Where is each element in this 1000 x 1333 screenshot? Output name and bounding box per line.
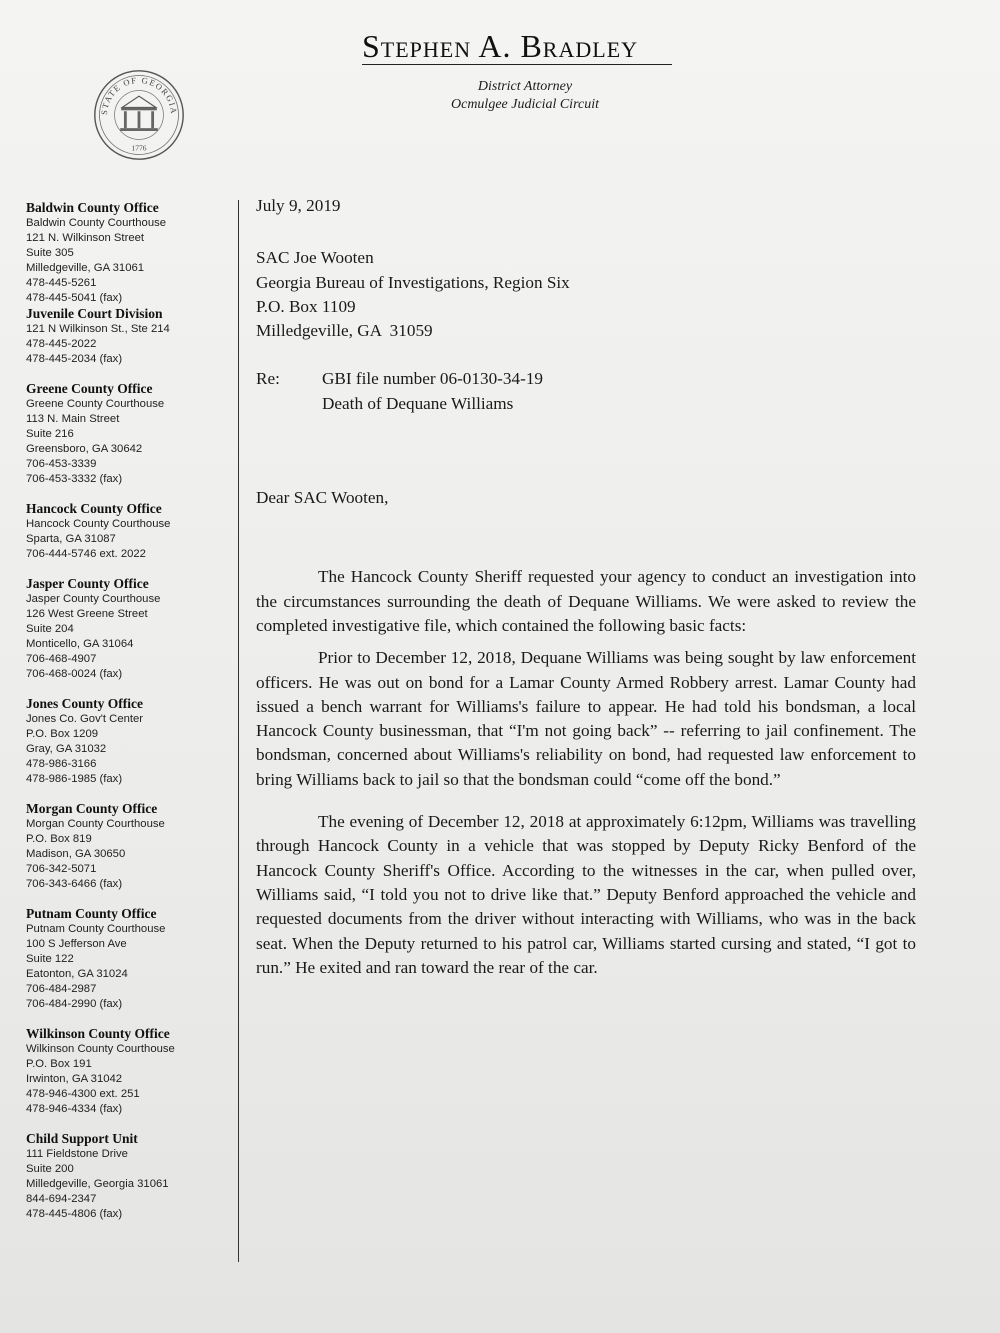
office-line: 478-445-2034 (fax) [26,353,123,365]
office-title: Baldwin County Office [26,200,159,215]
office-title: Wilkinson County Office [26,1026,170,1041]
office-block [26,306,231,367]
office-line: Jones Co. Gov't Center [26,713,144,725]
office-line: 706-342-5071 [26,863,97,875]
office-directory [26,200,231,1236]
seal-year: 1776 [131,143,147,153]
office-line: 706-343-6466 (fax) [26,878,123,890]
letterhead-subtitle [430,78,620,114]
re-label: Re: [256,369,280,389]
office-block [26,1131,231,1222]
office-title: Hancock County Office [26,501,162,516]
office-line: 706-468-0024 (fax) [26,668,123,680]
paragraph: The evening of December 12, 2018 at approximately 6:12pm, Williams was travelling through Hancock County in a vehicle that was stopped by Deputy Ricky Benford of the Hancock County Sheriff's Office. According to the witnesses in the car, when pulled over, Williams said, “I told you not to drive like that.” Deputy Benford approached the vehicle and requested documents from the driver without interacting with Williams, who was in the back seat. When the Deputy returned to his patrol car, Williams started cursing and stated, “I got to run.” He exited and ran toward the rear of the car. [256,812,916,977]
office-line: 478-445-5041 (fax) [26,292,123,304]
office-block [26,576,231,682]
office-line: Monticello, GA 31064 [26,638,134,650]
office-block [26,200,231,306]
paragraph: The Hancock County Sheriff requested your agency to conduct an investigation into the circumstances surrounding the death of Dequane Williams. We were asked to review the completed investigative file, which contained the following basic facts: [256,567,916,635]
office-line: Putnam County Courthouse [26,923,166,935]
office-line: 706-484-2990 (fax) [26,998,123,1010]
letter-date: July 9, 2019 [256,196,341,215]
office-line: 478-445-2022 [26,338,97,350]
office-line: Greensboro, GA 30642 [26,443,143,455]
letter-body [256,190,916,980]
office-line: Suite 204 [26,623,74,635]
office-line: P.O. Box 191 [26,1058,92,1070]
office-line: 706-484-2987 [26,983,97,995]
office-line: Jasper County Courthouse [26,593,161,605]
office-line: 478-986-3166 [26,758,97,770]
office-title: Greene County Office [26,381,153,396]
office-title: Child Support Unit [26,1131,138,1146]
office-line: 111 Fieldstone Drive [26,1148,128,1160]
office-line: Baldwin County Courthouse [26,217,167,229]
office-block [26,1026,231,1117]
office-line: P.O. Box 819 [26,833,92,845]
office-block [26,906,231,1012]
office-title: Juvenile Court Division [26,306,163,321]
office-title: Jasper County Office [26,576,149,591]
office-block [26,696,231,787]
subject-block [256,367,916,416]
office-line: 706-444-5746 ext. 2022 [26,548,146,560]
address-line: P.O. Box 1109 [256,296,356,316]
office-line: Suite 122 [26,953,74,965]
office-line: 113 N. Main Street [26,413,120,425]
state-seal-icon [92,68,186,162]
office-block [26,501,231,562]
office-line: 706-453-3339 [26,458,97,470]
office-title: Jones County Office [26,696,143,711]
office-line: Eatonton, GA 31024 [26,968,128,980]
divider-line [238,200,239,1262]
address-line: Milledgeville, GA 31059 [256,321,433,341]
office-line: Milledgeville, Georgia 31061 [26,1178,169,1190]
office-line: 121 N. Wilkinson Street [26,232,145,244]
office-block [26,381,231,487]
address-line: SAC Joe Wooten [256,248,374,268]
re-line: Death of Dequane Williams [322,393,514,413]
office-line: 478-986-1985 (fax) [26,773,123,785]
office-line: Sparta, GA 31087 [26,533,116,545]
office-line: Wilkinson County Courthouse [26,1043,175,1055]
office-line: Suite 305 [26,247,74,259]
office-line: 478-946-4300 ext. 251 [26,1088,140,1100]
office-line: Irwinton, GA 31042 [26,1073,123,1085]
letterhead-name: Stephen A. Bradley [362,28,639,64]
office-line: Madison, GA 30650 [26,848,126,860]
office-line: 706-453-3332 (fax) [26,473,123,485]
letterhead-title: District Attorney [477,79,573,94]
office-line: 706-468-4907 [26,653,97,665]
paragraph: Prior to December 12, 2018, Dequane Williams was being sought by law enforcement officers. He was out on bond for a Lamar County Armed Robbery arrest. Lamar County had issued a bench warrant for Williams's failure to appear. He had told his bondsman, a local Hancock County businessman, that “I'm not going back” -- referring to jail confinement. The bondsman, concerned about Williams's reliability on bond, had requested law enforcement to bring Williams back to jail so that the bondsman could “come off the bond.” [256,648,916,789]
office-line: Milledgeville, GA 31061 [26,262,145,274]
letterhead-circuit: Ocmulgee Judicial Circuit [451,97,599,112]
office-title: Morgan County Office [26,801,158,816]
office-block [26,801,231,892]
office-line: Hancock County Courthouse [26,518,171,530]
office-line: Gray, GA 31032 [26,743,107,755]
re-line: GBI file number 06-0130-34-19 [322,369,544,389]
salutation: Dear SAC Wooten, [256,488,389,508]
office-line: Suite 200 [26,1163,74,1175]
office-line: 478-445-4806 (fax) [26,1208,123,1220]
office-line: 126 West Greene Street [26,608,148,620]
office-line: 478-445-5261 [26,277,97,289]
office-line: P.O. Box 1209 [26,728,99,740]
address-line: Georgia Bureau of Investigations, Region Six [256,272,570,292]
office-line: Suite 216 [26,428,74,440]
office-line: 100 S Jefferson Ave [26,938,127,950]
office-line: Greene County Courthouse [26,398,165,410]
letterhead-rule [362,64,672,65]
office-line: Morgan County Courthouse [26,818,165,830]
office-line: 121 N Wilkinson St., Ste 214 [26,323,170,335]
office-line: 478-946-4334 (fax) [26,1103,123,1115]
office-title: Putnam County Office [26,906,157,921]
seal-text: STATE OF GEORGIA [98,74,180,116]
recipient-address [256,246,916,343]
office-line: 844-694-2347 [26,1193,97,1205]
